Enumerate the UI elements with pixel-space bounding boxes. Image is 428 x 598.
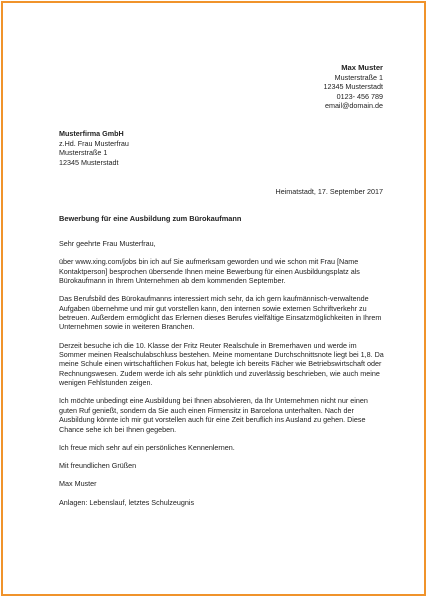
letter-date: Heimatstadt, 17. September 2017 bbox=[275, 187, 383, 196]
recipient-address bbox=[59, 129, 129, 167]
sender-email: email@domain.de bbox=[324, 101, 383, 111]
body-paragraph: Ich freue mich sehr auf ein persönliches Kennenlernen. bbox=[59, 442, 235, 452]
signature-name: Max Muster bbox=[59, 479, 97, 489]
sender-phone: 0123- 456 789 bbox=[336, 91, 383, 101]
recipient-city: 12345 Musterstadt bbox=[59, 157, 119, 167]
attachments: Anlagen: Lebenslauf, letztes Schulzeugnis bbox=[59, 497, 195, 507]
letter-body bbox=[59, 239, 385, 516]
recipient-street: Musterstraße 1 bbox=[59, 148, 108, 158]
closing: Mit freundlichen Grüßen bbox=[59, 461, 137, 471]
body-paragraph: Derzeit besuche ich die 10. Klasse der Fritz Reuter Realschule in Bremerhaven und werde im Sommer meinen Realschulabschluss bestehen. Meine momentane Durchschnittsnote liegt bei 1,8. Da meine Schule einen wirtschaftlichen Fokus hat, belegte ich bereits Fächer wie Betriebswirtschaft oder Rechnungswesen. Zudem werde ich als sehr pünktlich und zuverlässig beschrieben, wie auch meine wenigen Fehlstunden zeigen. bbox=[59, 340, 384, 388]
body-paragraph: Das Berufsbild des Bürokaufmanns interessiert mich sehr, da ich gern kaufmännisch-verwaltende Aufgaben übernehme und mir gut vorstellen kann, den internen sowie externen Schriftverkehr zu betreuen. Außerdem ermöglicht das Erlernen dieses Berufes vielfältige Einsatzmöglichkeiten in Ihrem Unternehmen sowie in weiteren Branchen. bbox=[59, 294, 382, 332]
sender-address bbox=[323, 63, 383, 111]
sender-city: 12345 Musterstadt bbox=[323, 82, 383, 92]
letter-subject: Bewerbung für eine Ausbildung zum Bürokaufmann bbox=[59, 214, 242, 223]
body-paragraph: über www.xing.com/jobs bin ich auf Sie aufmerksam geworden und wie schon mit Frau [Name Kontaktperson] besprochen übersende Ihnen meine Bewerbung für einen Ausbildungsplatz als Bürokaufmann in Ihrem Unternehmen ab dem kommenden September. bbox=[59, 257, 360, 286]
salutation: Sehr geehrte Frau Musterfrau, bbox=[59, 239, 156, 248]
page-frame bbox=[1, 1, 426, 596]
letter-document bbox=[3, 3, 424, 594]
body-paragraph: Ich möchte unbedingt eine Ausbildung bei Ihnen absolvieren, da Ihr Unternehmen nicht nur einen guten Ruf genießt, sondern da Sie auch einen Firmensitz in Barcelona unterhalten. Nach der Ausbildung könnte ich mir gut vorstellen auch für eine Zeit beruflich ins Ausland zu gehen. Diese Chance sehe ich bei Ihnen gegeben. bbox=[59, 396, 368, 434]
sender-name: Max Muster bbox=[341, 63, 383, 72]
recipient-attention: z.Hd. Frau Musterfrau bbox=[59, 138, 129, 148]
recipient-company: Musterfirma GmbH bbox=[59, 129, 124, 138]
sender-street: Musterstraße 1 bbox=[334, 72, 383, 82]
